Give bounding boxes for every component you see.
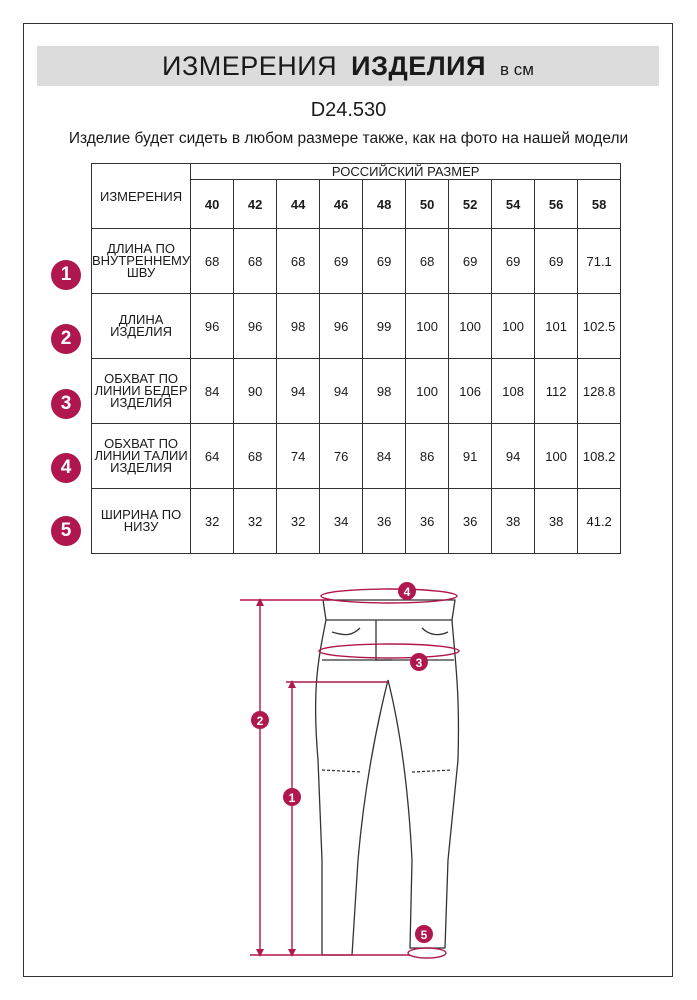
pants-outline [316, 600, 459, 955]
corner-label: ИЗМЕРЕНИЯ [92, 164, 191, 229]
svg-text:3: 3 [415, 656, 423, 670]
table-cell: 96 [320, 294, 363, 359]
svg-text:4: 4 [403, 585, 411, 599]
table-cell: 98 [363, 359, 406, 424]
table-cell: 36 [449, 489, 492, 554]
table-cell: 84 [191, 359, 234, 424]
table-cell: 99 [363, 294, 406, 359]
row-label: ДЛИНА ИЗДЕЛИЯ [92, 294, 191, 359]
table-cell: 108 [492, 359, 535, 424]
row-label: ШИРИНА ПО НИЗУ [92, 489, 191, 554]
table-cell: 86 [406, 424, 449, 489]
table-cell: 102.5 [578, 294, 621, 359]
diagram-marker-4 [398, 582, 416, 600]
size-header: 50 [406, 180, 449, 229]
table-cell: 69 [492, 229, 535, 294]
table-cell: 94 [320, 359, 363, 424]
row-number-badge: 4 [51, 453, 81, 483]
table-cell: 100 [449, 294, 492, 359]
table-cell: 36 [363, 489, 406, 554]
size-header: 40 [191, 180, 234, 229]
diagram-marker-1 [283, 788, 301, 806]
size-header: 46 [320, 180, 363, 229]
table-cell: 96 [234, 294, 277, 359]
diagram-marker-5 [415, 925, 433, 943]
table-cell: 106 [449, 359, 492, 424]
table-cell: 38 [535, 489, 578, 554]
measurement-lines [240, 589, 459, 958]
size-header: 54 [492, 180, 535, 229]
table-cell: 94 [277, 359, 320, 424]
title-part-2: ИЗДЕЛИЯ [351, 51, 486, 81]
table-cell: 69 [320, 229, 363, 294]
table-cell: 34 [320, 489, 363, 554]
product-code: D24.530 [310, 99, 387, 121]
svg-text:2: 2 [256, 714, 264, 728]
table-cell: 69 [449, 229, 492, 294]
table-cell: 64 [191, 424, 234, 489]
diagram-marker-2 [251, 711, 269, 729]
size-header: 56 [535, 180, 578, 229]
table-cell: 68 [406, 229, 449, 294]
table-cell: 100 [492, 294, 535, 359]
table-cell: 32 [234, 489, 277, 554]
table-cell: 76 [320, 424, 363, 489]
table-cell: 96 [191, 294, 234, 359]
table-cell: 128.8 [578, 359, 621, 424]
table-cell: 68 [277, 229, 320, 294]
size-header: 48 [363, 180, 406, 229]
table-cell: 41.2 [578, 489, 621, 554]
table-cell: 69 [363, 229, 406, 294]
row-number-badge: 3 [51, 389, 81, 419]
diagram-marker-3 [410, 653, 428, 671]
table-cell: 100 [535, 424, 578, 489]
table-cell: 32 [277, 489, 320, 554]
table-cell: 101 [535, 294, 578, 359]
table-cell: 71.1 [578, 229, 621, 294]
row-label: ОБХВАТ ПО ЛИНИИ ТАЛИИ ИЗДЕЛИЯ [92, 424, 191, 489]
title-part-1: ИЗМЕРЕНИЯ [162, 51, 338, 81]
row-number-badge: 5 [51, 516, 81, 546]
table-cell: 68 [234, 424, 277, 489]
row-label: ОБХВАТ ПО ЛИНИИ БЕДЕР ИЗДЕЛИЯ [92, 359, 191, 424]
row-label: ДЛИНА ПО ВНУТРЕННЕМУ ШВУ [92, 229, 191, 294]
table-cell: 91 [449, 424, 492, 489]
table-cell: 68 [234, 229, 277, 294]
table-cell: 69 [535, 229, 578, 294]
russian-size-header: РОССИЙСКИЙ РАЗМЕР [191, 164, 621, 180]
table-cell: 36 [406, 489, 449, 554]
table-cell: 98 [277, 294, 320, 359]
table-cell: 94 [492, 424, 535, 489]
table-cell: 84 [363, 424, 406, 489]
table-cell: 100 [406, 294, 449, 359]
size-header: 44 [277, 180, 320, 229]
title-unit: в см [500, 60, 534, 79]
table-cell: 68 [191, 229, 234, 294]
size-header: 52 [449, 180, 492, 229]
row-number-badge: 2 [51, 324, 81, 354]
table-cell: 100 [406, 359, 449, 424]
fit-note: Изделие будет сидеть в любом размере также, как на фото на нашей модели [68, 130, 629, 147]
arrow-heads [256, 598, 296, 957]
table-cell: 74 [277, 424, 320, 489]
table-cell: 112 [535, 359, 578, 424]
table-cell: 32 [191, 489, 234, 554]
table-cell: 38 [492, 489, 535, 554]
size-header: 42 [234, 180, 277, 229]
row-number-badge: 1 [51, 260, 81, 290]
svg-text:1: 1 [288, 791, 296, 805]
svg-text:5: 5 [420, 928, 428, 942]
size-header: 58 [578, 180, 621, 229]
table-cell: 108.2 [578, 424, 621, 489]
table-cell: 90 [234, 359, 277, 424]
